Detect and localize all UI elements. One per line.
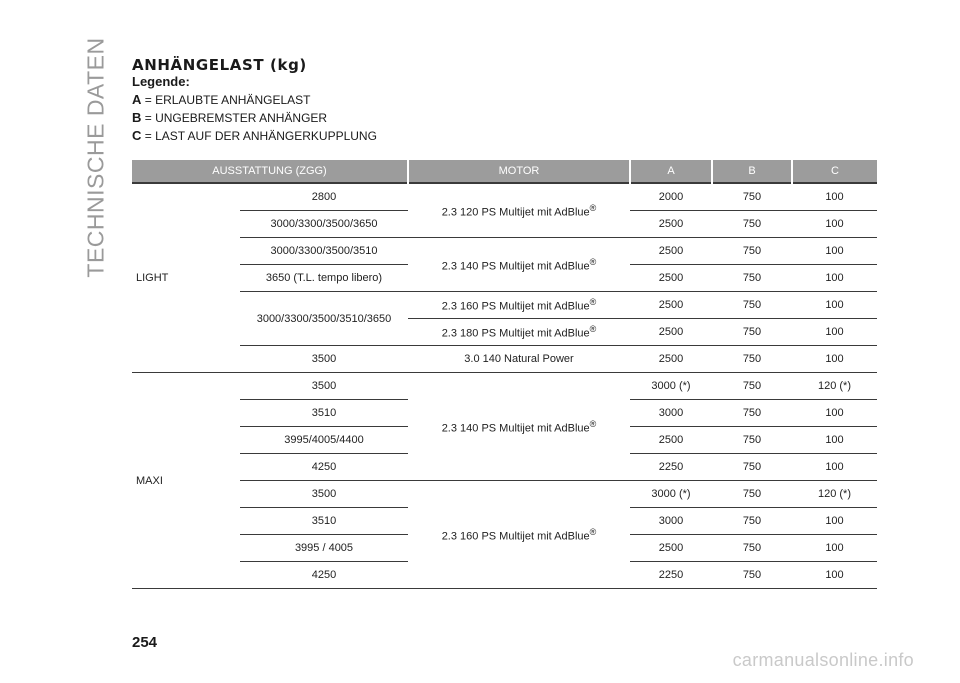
section-side-title: TECHNISCHE DATEN — [82, 37, 109, 278]
value-b: 750 — [712, 265, 792, 292]
legend-item-c: C = LAST AUF DER ANHÄNGERKUPPLUNG — [132, 128, 377, 143]
value-c: 120 (*) — [792, 481, 877, 508]
value-a: 2500 — [630, 292, 712, 319]
value-a: 2250 — [630, 562, 712, 589]
legend — [132, 91, 377, 145]
table-row — [132, 292, 877, 319]
value-b: 750 — [712, 319, 792, 346]
value-c: 100 — [792, 265, 877, 292]
value-a: 3000 — [630, 508, 712, 535]
value-c: 100 — [792, 292, 877, 319]
towing-load-table — [132, 160, 877, 589]
zgg-cell: 3650 (T.L. tempo libero) — [240, 265, 408, 292]
value-a: 3000 (*) — [630, 373, 712, 400]
motor-cell: 2.3 140 PS Multijet mit AdBlue® — [408, 238, 630, 292]
header-equipment: AUSSTATTUNG (ZGG) — [132, 160, 408, 183]
header-b: B — [712, 160, 792, 183]
group-light: LIGHT — [132, 183, 240, 373]
value-c: 100 — [792, 427, 877, 454]
zgg-cell: 4250 — [240, 454, 408, 481]
value-a: 3000 (*) — [630, 481, 712, 508]
table-row — [132, 346, 877, 373]
zgg-cell: 3500 — [240, 346, 408, 373]
table-row — [132, 183, 877, 211]
motor-cell: 2.3 120 PS Multijet mit AdBlue® — [408, 183, 630, 238]
value-b: 750 — [712, 454, 792, 481]
value-b: 750 — [712, 292, 792, 319]
table-row — [132, 373, 877, 400]
value-b: 750 — [712, 508, 792, 535]
motor-cell: 2.3 160 PS Multijet mit AdBlue® — [408, 292, 630, 319]
zgg-cell: 3000/3300/3500/3510 — [240, 238, 408, 265]
value-c: 100 — [792, 454, 877, 481]
value-b: 750 — [712, 400, 792, 427]
value-c: 100 — [792, 535, 877, 562]
value-a: 2500 — [630, 535, 712, 562]
value-a: 2250 — [630, 454, 712, 481]
value-b: 750 — [712, 373, 792, 400]
zgg-cell: 3510 — [240, 400, 408, 427]
motor-cell: 3.0 140 Natural Power — [408, 346, 630, 373]
value-b: 750 — [712, 427, 792, 454]
header-c: C — [792, 160, 877, 183]
value-c: 100 — [792, 211, 877, 238]
table-row — [132, 481, 877, 508]
page-number: 254 — [132, 634, 158, 651]
value-a: 2500 — [630, 211, 712, 238]
value-b: 750 — [712, 346, 792, 373]
zgg-cell: 3500 — [240, 373, 408, 400]
value-c: 100 — [792, 400, 877, 427]
value-b: 750 — [712, 211, 792, 238]
legend-heading: Legende: — [132, 74, 190, 89]
value-b: 750 — [712, 535, 792, 562]
zgg-cell: 3995 / 4005 — [240, 535, 408, 562]
page-title: ANHÄNGELAST (kg) — [132, 56, 307, 74]
site-watermark: carmanualsonline.info — [732, 650, 914, 670]
value-c: 120 (*) — [792, 373, 877, 400]
motor-cell: 2.3 180 PS Multijet mit AdBlue® — [408, 319, 630, 346]
header-a: A — [630, 160, 712, 183]
value-b: 750 — [712, 183, 792, 211]
value-b: 750 — [712, 481, 792, 508]
motor-cell: 2.3 140 PS Multijet mit AdBlue® — [408, 373, 630, 481]
header-motor: MOTOR — [408, 160, 630, 183]
value-a: 2500 — [630, 346, 712, 373]
legend-item-a: A = ERLAUBTE ANHÄNGELAST — [132, 92, 311, 107]
value-c: 100 — [792, 346, 877, 373]
zgg-cell: 2800 — [240, 183, 408, 211]
zgg-cell: 3995/4005/4400 — [240, 427, 408, 454]
value-b: 750 — [712, 562, 792, 589]
table-header-row — [132, 160, 877, 183]
value-a: 2500 — [630, 319, 712, 346]
value-c: 100 — [792, 508, 877, 535]
value-c: 100 — [792, 319, 877, 346]
zgg-cell: 3510 — [240, 508, 408, 535]
value-c: 100 — [792, 238, 877, 265]
legend-item-b: B = UNGEBREMSTER ANHÄNGER — [132, 110, 328, 125]
value-a: 3000 — [630, 400, 712, 427]
table-row — [132, 238, 877, 265]
value-a: 2000 — [630, 183, 712, 211]
value-c: 100 — [792, 562, 877, 589]
value-a: 2500 — [630, 427, 712, 454]
zgg-cell: 3000/3300/3500/3650 — [240, 211, 408, 238]
value-a: 2500 — [630, 265, 712, 292]
zgg-cell: 3000/3300/3500/3510/3650 — [240, 292, 408, 346]
value-c: 100 — [792, 183, 877, 211]
group-maxi: MAXI — [132, 373, 240, 589]
zgg-cell: 3500 — [240, 481, 408, 508]
value-a: 2500 — [630, 238, 712, 265]
zgg-cell: 4250 — [240, 562, 408, 589]
value-b: 750 — [712, 238, 792, 265]
motor-cell: 2.3 160 PS Multijet mit AdBlue® — [408, 481, 630, 589]
